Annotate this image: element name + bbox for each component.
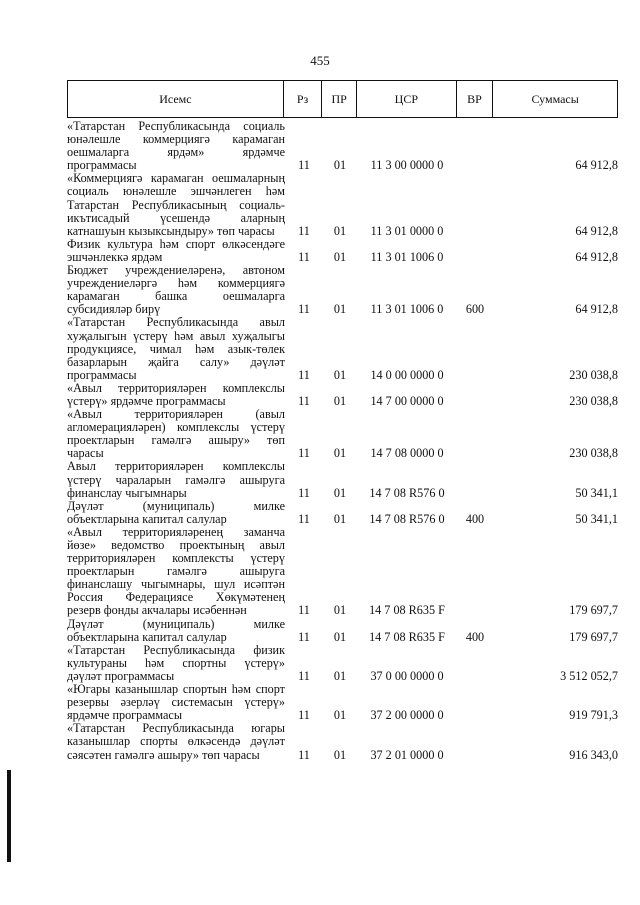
row-name-line: юнәлешле коммерциягә карамаган xyxy=(67,132,285,147)
table-row xyxy=(67,264,618,316)
row-name-line: культураны һәм спортны үстерү» xyxy=(67,655,285,670)
row-vr: 400 xyxy=(465,511,485,526)
row-csr: 14 7 08 R635 F xyxy=(369,629,445,644)
row-name-line: хуҗалыгын үстерү һәм авыл хуҗалыгы xyxy=(67,328,285,343)
table-row xyxy=(67,683,618,722)
row-name-line: резервы әзерләү системасын үстерү» xyxy=(67,695,285,710)
row-rz: 11 xyxy=(298,747,310,762)
row-csr: 11 3 00 0000 0 xyxy=(370,158,444,173)
page-number: 455 xyxy=(310,53,330,68)
row-csr: 11 3 01 1006 0 xyxy=(370,249,444,264)
row-sum: 919 791,3 xyxy=(569,708,618,723)
row-csr: 14 7 08 R576 0 xyxy=(369,511,445,526)
row-pr: 01 xyxy=(333,485,347,500)
row-name xyxy=(67,238,285,264)
binding-mark xyxy=(7,770,11,862)
row-pr: 01 xyxy=(333,708,347,723)
row-sum: 50 341,1 xyxy=(575,511,618,526)
table-row xyxy=(67,722,618,761)
row-rz: 11 xyxy=(298,708,310,723)
row-name-line: объектларына капитал салулар xyxy=(67,629,227,644)
column-header-rz: Рз xyxy=(283,81,322,118)
row-name-line: резерв фонды акчалары исәбеннән xyxy=(67,603,247,618)
row-name xyxy=(67,722,285,761)
row-name-line: территорияләрен комплексты үстерү xyxy=(67,551,285,566)
column-header-name: Исемс xyxy=(68,81,284,118)
row-name-line: субсидияләр бирү xyxy=(67,302,161,317)
table-row xyxy=(67,238,618,264)
row-name xyxy=(67,120,285,172)
table-row xyxy=(67,120,618,172)
row-name-line: объектларына капитал салулар xyxy=(67,511,227,526)
row-name-line: «Югары казанышлар спортын һәм спорт xyxy=(67,682,285,697)
row-name xyxy=(67,526,285,618)
row-name-line: эшчәнлеккә ярдәм xyxy=(67,249,163,264)
row-vr: 400 xyxy=(465,629,485,644)
row-sum: 3 512 052,7 xyxy=(560,668,618,683)
row-name-line: сәясәтен гамәлгә ашыру» төп чарасы xyxy=(67,747,260,762)
row-name-line: үстерү чараларын гамәлгә ашыруга xyxy=(67,472,285,487)
row-sum: 64 912,8 xyxy=(575,302,618,317)
row-pr: 01 xyxy=(333,747,347,762)
row-name-line: үстерү» ярдәмче программасы xyxy=(67,393,226,408)
row-name xyxy=(67,172,285,237)
row-name-line: Авыл территорияләрен комплекслы xyxy=(67,459,285,474)
row-pr: 01 xyxy=(333,367,347,382)
table-row xyxy=(67,500,618,526)
table-row xyxy=(67,644,618,683)
row-name-line: икътисадый үсешендә аларның xyxy=(67,210,285,225)
row-name-line: финанслашу чыгымнары, шул исәптән xyxy=(67,577,285,592)
table-row xyxy=(67,316,618,381)
row-rz: 11 xyxy=(298,511,310,526)
row-name-line: «Татарстан Республикасында авыл xyxy=(67,315,285,330)
row-name-line: Дәүләт (муниципаль) милке xyxy=(67,616,285,631)
row-csr: 11 3 01 1006 0 xyxy=(370,302,444,317)
row-name-line: чарасы xyxy=(67,446,104,461)
row-sum: 179 697,7 xyxy=(569,603,618,618)
table-row xyxy=(67,172,618,237)
table-body xyxy=(67,120,618,762)
row-name xyxy=(67,408,285,460)
row-rz: 11 xyxy=(298,668,310,683)
row-name-line: ярдәмче программасы xyxy=(67,708,183,723)
table-row xyxy=(67,382,618,408)
row-rz: 11 xyxy=(298,223,310,238)
row-sum: 64 912,8 xyxy=(575,249,618,264)
row-pr: 01 xyxy=(333,223,347,238)
row-name-line: «Авыл территорияләрен комплекслы xyxy=(67,380,285,395)
row-pr: 01 xyxy=(333,158,347,173)
row-name-line: йөзе» ведомство проектының авыл xyxy=(67,538,285,552)
row-csr: 14 0 00 0000 0 xyxy=(370,367,444,382)
row-name-line: «Татарстан Республикасында социаль xyxy=(67,119,285,133)
row-name-line: проектларын гамәлгә ашыруга xyxy=(67,564,285,579)
table-row xyxy=(67,526,618,618)
row-name xyxy=(67,500,285,526)
row-name xyxy=(67,316,285,381)
row-pr: 01 xyxy=(333,511,347,526)
row-name-line: «Татарстан Республикасында югары xyxy=(67,721,285,736)
row-name-line: агломерацияләрен) комплекслы үстерү xyxy=(67,420,285,435)
row-name xyxy=(67,683,285,722)
row-name xyxy=(67,618,285,644)
row-name xyxy=(67,382,285,408)
row-sum: 64 912,8 xyxy=(575,223,618,238)
row-name-line: программасы xyxy=(67,367,137,382)
row-sum: 916 343,0 xyxy=(569,747,618,762)
row-rz: 11 xyxy=(298,393,310,408)
column-header-sum: Суммасы xyxy=(493,81,618,118)
row-rz: 11 xyxy=(298,302,310,317)
row-rz: 11 xyxy=(298,446,310,461)
row-name-line: казанышлар спорты өлкәсендә дәүләт xyxy=(67,734,285,749)
row-csr: 14 7 08 0000 0 xyxy=(370,446,444,461)
row-name xyxy=(67,460,285,499)
row-name-line: социаль юнәлешле эшчәнлеген һәм xyxy=(67,184,285,199)
row-name-line: Дәүләт (муниципаль) милке xyxy=(67,498,285,513)
column-header-vr: ВР xyxy=(456,81,493,118)
row-pr: 01 xyxy=(333,603,347,618)
row-csr: 37 2 01 0000 0 xyxy=(370,747,444,762)
row-name-line: Татарстан Республикасының социаль- xyxy=(67,197,285,212)
row-name-line: программасы xyxy=(67,158,137,173)
table-row xyxy=(67,460,618,499)
row-pr: 01 xyxy=(333,249,347,264)
row-rz: 11 xyxy=(298,603,310,618)
row-name xyxy=(67,644,285,683)
column-header-pr: ПР xyxy=(322,81,357,118)
row-csr: 14 7 00 0000 0 xyxy=(370,393,444,408)
row-sum: 230 038,8 xyxy=(569,367,618,382)
row-csr: 11 3 01 0000 0 xyxy=(370,223,444,238)
row-pr: 01 xyxy=(333,668,347,683)
row-name-line: «Авыл территорияләрен (авыл xyxy=(67,407,285,422)
row-pr: 01 xyxy=(333,393,347,408)
table-row xyxy=(67,408,618,460)
row-name-line: Бюджет учреждениеләренә, автоном xyxy=(67,263,285,278)
row-rz: 11 xyxy=(298,367,310,382)
row-rz: 11 xyxy=(298,158,310,173)
row-sum: 64 912,8 xyxy=(575,158,618,173)
row-pr: 01 xyxy=(333,629,347,644)
row-name-line: Физик культура һәм спорт өлкәсендәге xyxy=(67,236,285,251)
row-name-line: финанслау чыгымнары xyxy=(67,485,187,500)
row-name-line: «Коммерциягә карамаган оешмаларның xyxy=(67,171,285,186)
table-row xyxy=(67,618,618,644)
row-csr: 14 7 08 R635 F xyxy=(369,603,445,618)
row-name-line: проектларын гамәлгә ашыру» төп xyxy=(67,433,285,448)
row-name-line: «Авыл территорияләренең заманча xyxy=(67,524,285,539)
row-csr: 37 2 00 0000 0 xyxy=(370,708,444,723)
row-name xyxy=(67,264,285,316)
row-rz: 11 xyxy=(298,629,310,644)
row-sum: 50 341,1 xyxy=(575,485,618,500)
row-sum: 230 038,8 xyxy=(569,393,618,408)
row-csr: 37 0 00 0000 0 xyxy=(370,668,444,683)
row-name-line: «Татарстан Республикасында физик xyxy=(67,642,285,657)
row-name-line: катнашуын кызыксындыру» төп чарасы xyxy=(67,223,275,238)
row-csr: 14 7 08 R576 0 xyxy=(369,485,445,500)
row-rz: 11 xyxy=(298,249,310,264)
row-pr: 01 xyxy=(333,302,347,317)
row-name-line: учреждениеләргә һәм коммерциягә xyxy=(67,276,285,291)
row-name-line: оешмаларга ярдәм» ярдәмче xyxy=(67,145,285,160)
row-sum: 179 697,7 xyxy=(569,629,618,644)
row-name-line: карамаган башка оешмаларга xyxy=(67,289,285,304)
row-vr: 600 xyxy=(465,302,485,317)
row-name-line: продукциясе, чимал һәм азык-төлек xyxy=(67,341,285,356)
table-header xyxy=(67,80,618,118)
row-pr: 01 xyxy=(333,446,347,461)
column-header-csr: ЦСР xyxy=(357,81,457,118)
row-rz: 11 xyxy=(298,485,310,500)
row-name-line: Россия Федерациясе Хөкүмәтенең xyxy=(67,590,285,605)
row-sum: 230 038,8 xyxy=(569,446,618,461)
row-name-line: дәүләт программасы xyxy=(67,668,175,683)
row-name-line: базарларын җайга салу» дәүләт xyxy=(67,354,285,369)
